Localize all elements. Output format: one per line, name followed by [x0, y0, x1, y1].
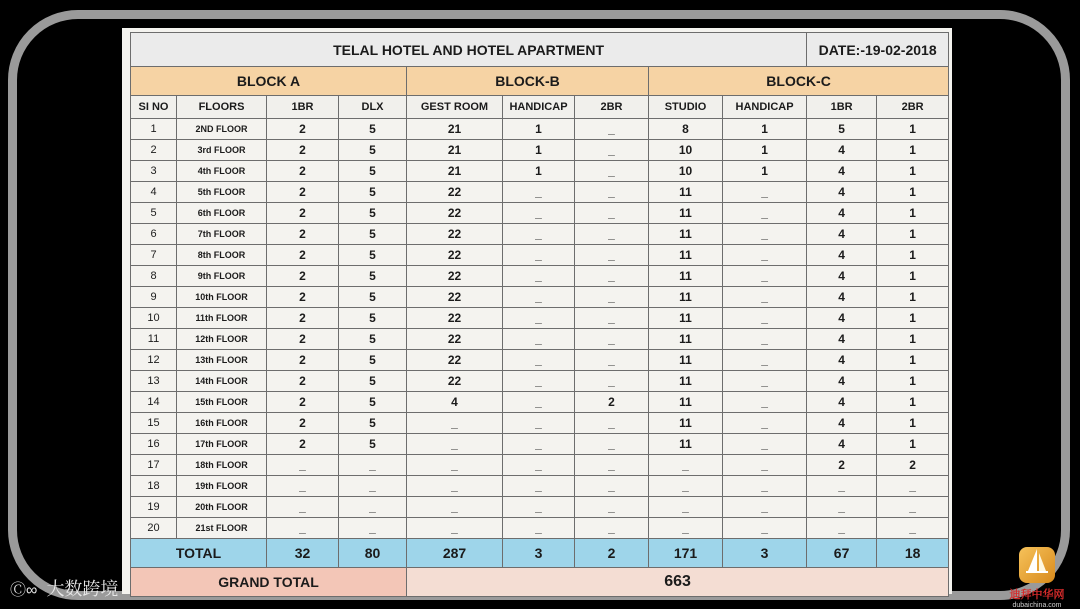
- floor-name: 12th FLOOR: [177, 329, 267, 350]
- table-cell: 1: [877, 203, 949, 224]
- floor-name: 19th FLOOR: [177, 476, 267, 497]
- table-cell: 5: [339, 413, 407, 434]
- grand-total-label: GRAND TOTAL: [131, 568, 407, 597]
- table-cell: _: [575, 203, 649, 224]
- table-row: [131, 266, 949, 287]
- table-cell: _: [407, 434, 503, 455]
- table-cell: 22: [407, 287, 503, 308]
- row-number: 13: [131, 371, 177, 392]
- table-cell: _: [575, 434, 649, 455]
- table-cell: _: [407, 518, 503, 539]
- table-cell: 2: [267, 329, 339, 350]
- table-row: [131, 329, 949, 350]
- table-cell: 5: [339, 203, 407, 224]
- column-header: STUDIO: [649, 96, 723, 119]
- table-cell: 4: [807, 224, 877, 245]
- floor-name: 17th FLOOR: [177, 434, 267, 455]
- table-cell: 2: [877, 455, 949, 476]
- row-number: 7: [131, 245, 177, 266]
- total-row: [131, 539, 949, 568]
- total-cell: 32: [267, 539, 339, 568]
- table-cell: 22: [407, 329, 503, 350]
- floor-name: 15th FLOOR: [177, 392, 267, 413]
- table-cell: 5: [339, 308, 407, 329]
- table-cell: 5: [339, 224, 407, 245]
- table-cell: 11: [649, 203, 723, 224]
- floor-name: 6th FLOOR: [177, 203, 267, 224]
- table-row: [131, 350, 949, 371]
- table-row: [131, 455, 949, 476]
- table-cell: _: [503, 203, 575, 224]
- table-cell: 1: [723, 161, 807, 182]
- block-c-header: BLOCK-C: [649, 67, 949, 96]
- table-cell: 21: [407, 119, 503, 140]
- table-cell: 5: [339, 371, 407, 392]
- table-cell: _: [503, 434, 575, 455]
- table-row: [131, 119, 949, 140]
- table-cell: _: [339, 476, 407, 497]
- floor-name: 14th FLOOR: [177, 371, 267, 392]
- table-cell: _: [723, 455, 807, 476]
- table-cell: 1: [503, 140, 575, 161]
- table-cell: _: [723, 392, 807, 413]
- table-cell: 1: [877, 371, 949, 392]
- table-row: [131, 518, 949, 539]
- total-cell: 18: [877, 539, 949, 568]
- table-cell: _: [575, 224, 649, 245]
- table-cell: 1: [877, 329, 949, 350]
- table-cell: _: [575, 182, 649, 203]
- table-cell: 1: [877, 182, 949, 203]
- document-title: TELAL HOTEL AND HOTEL APARTMENT: [131, 33, 807, 67]
- table-cell: 11: [649, 308, 723, 329]
- table-cell: 5: [339, 287, 407, 308]
- table-cell: _: [339, 497, 407, 518]
- table-cell: 4: [807, 329, 877, 350]
- table-row: [131, 371, 949, 392]
- row-number: 1: [131, 119, 177, 140]
- row-number: 8: [131, 266, 177, 287]
- table-cell: 1: [877, 161, 949, 182]
- total-cell: 67: [807, 539, 877, 568]
- table-cell: 5: [339, 392, 407, 413]
- table-cell: 2: [267, 287, 339, 308]
- block-b-header: BLOCK-B: [407, 67, 649, 96]
- table-cell: _: [503, 497, 575, 518]
- grand-total-row: [131, 568, 949, 597]
- table-cell: 11: [649, 245, 723, 266]
- table-cell: 4: [807, 434, 877, 455]
- watermark-chinese-name: 迪拜中华网: [1009, 589, 1065, 601]
- column-header: 1BR: [807, 96, 877, 119]
- table-cell: 21: [407, 161, 503, 182]
- table-cell: _: [575, 329, 649, 350]
- table-cell: 1: [877, 350, 949, 371]
- table-cell: _: [807, 518, 877, 539]
- table-cell: 22: [407, 245, 503, 266]
- table-cell: 2: [267, 413, 339, 434]
- table-cell: 1: [877, 266, 949, 287]
- table-cell: 21: [407, 140, 503, 161]
- row-number: 14: [131, 392, 177, 413]
- table-cell: 2: [267, 224, 339, 245]
- table-cell: 1: [877, 308, 949, 329]
- table-cell: 5: [339, 119, 407, 140]
- table-cell: 2: [267, 245, 339, 266]
- total-cell: 171: [649, 539, 723, 568]
- table-cell: 1: [877, 392, 949, 413]
- table-cell: 1: [877, 413, 949, 434]
- table-cell: 4: [807, 182, 877, 203]
- table-cell: _: [503, 371, 575, 392]
- row-number: 17: [131, 455, 177, 476]
- table-cell: _: [407, 476, 503, 497]
- table-row: [131, 203, 949, 224]
- table-cell: _: [575, 308, 649, 329]
- row-number: 10: [131, 308, 177, 329]
- table-cell: 22: [407, 203, 503, 224]
- table-cell: _: [723, 308, 807, 329]
- row-number: 3: [131, 161, 177, 182]
- table-cell: 2: [267, 434, 339, 455]
- table-cell: 2: [267, 119, 339, 140]
- table-cell: _: [267, 497, 339, 518]
- watermark-left: [10, 575, 118, 601]
- table-cell: 2: [267, 266, 339, 287]
- table-cell: _: [723, 203, 807, 224]
- table-cell: 11: [649, 434, 723, 455]
- row-number: 5: [131, 203, 177, 224]
- column-header: FLOORS: [177, 96, 267, 119]
- table-cell: _: [723, 350, 807, 371]
- total-cell: 3: [723, 539, 807, 568]
- table-cell: 5: [339, 245, 407, 266]
- table-cell: 5: [339, 182, 407, 203]
- total-cell: 2: [575, 539, 649, 568]
- table-cell: _: [503, 287, 575, 308]
- column-header: HANDICAP: [723, 96, 807, 119]
- floor-name: 11th FLOOR: [177, 308, 267, 329]
- column-header: 1BR: [267, 96, 339, 119]
- table-cell: 4: [807, 203, 877, 224]
- table-cell: 2: [267, 161, 339, 182]
- table-row: [131, 182, 949, 203]
- table-cell: 11: [649, 266, 723, 287]
- row-number: 15: [131, 413, 177, 434]
- table-cell: _: [723, 245, 807, 266]
- room-inventory-table: [130, 32, 949, 597]
- table-cell: 10: [649, 161, 723, 182]
- table-cell: _: [575, 140, 649, 161]
- row-number: 2: [131, 140, 177, 161]
- table-cell: 10: [649, 140, 723, 161]
- table-cell: 2: [267, 308, 339, 329]
- column-header: 2BR: [575, 96, 649, 119]
- table-row: [131, 434, 949, 455]
- table-row: [131, 392, 949, 413]
- table-cell: 5: [339, 350, 407, 371]
- column-header: 2BR: [877, 96, 949, 119]
- row-number: 9: [131, 287, 177, 308]
- row-number: 4: [131, 182, 177, 203]
- table-cell: _: [503, 413, 575, 434]
- floor-name: 3rd FLOOR: [177, 140, 267, 161]
- table-row: [131, 224, 949, 245]
- table-cell: _: [407, 413, 503, 434]
- table-cell: 11: [649, 287, 723, 308]
- table-cell: _: [649, 518, 723, 539]
- table-cell: 5: [339, 161, 407, 182]
- table-cell: _: [723, 329, 807, 350]
- watermark-logo: [1008, 543, 1066, 609]
- table-cell: 4: [807, 245, 877, 266]
- table-cell: 22: [407, 224, 503, 245]
- table-cell: 11: [649, 224, 723, 245]
- floor-name: 9th FLOOR: [177, 266, 267, 287]
- row-number: 18: [131, 476, 177, 497]
- table-cell: 4: [807, 161, 877, 182]
- table-cell: _: [503, 182, 575, 203]
- table-cell: 4: [807, 371, 877, 392]
- table-cell: 4: [807, 350, 877, 371]
- table-cell: _: [807, 476, 877, 497]
- table-cell: _: [503, 245, 575, 266]
- floor-name: 18th FLOOR: [177, 455, 267, 476]
- table-cell: _: [575, 266, 649, 287]
- table-cell: 5: [339, 140, 407, 161]
- column-header: HANDICAP: [503, 96, 575, 119]
- table-cell: 2: [267, 140, 339, 161]
- table-row: [131, 287, 949, 308]
- table-cell: _: [723, 371, 807, 392]
- table-cell: 4: [807, 266, 877, 287]
- table-cell: 2: [267, 350, 339, 371]
- table-cell: _: [407, 455, 503, 476]
- table-cell: 2: [267, 203, 339, 224]
- table-cell: 5: [339, 329, 407, 350]
- table-cell: _: [575, 287, 649, 308]
- table-cell: 11: [649, 413, 723, 434]
- table-cell: 1: [503, 161, 575, 182]
- table-cell: 4: [807, 308, 877, 329]
- table-cell: 1: [877, 287, 949, 308]
- table-cell: 1: [877, 434, 949, 455]
- table-cell: _: [723, 224, 807, 245]
- table-cell: _: [503, 266, 575, 287]
- table-cell: _: [503, 392, 575, 413]
- table-cell: 22: [407, 266, 503, 287]
- table-cell: _: [807, 497, 877, 518]
- table-cell: _: [575, 371, 649, 392]
- table-cell: _: [503, 476, 575, 497]
- watermark-symbol: Ⓒ∞: [10, 582, 38, 599]
- row-number: 11: [131, 329, 177, 350]
- table-cell: 1: [877, 119, 949, 140]
- row-number: 6: [131, 224, 177, 245]
- table-cell: _: [267, 455, 339, 476]
- table-cell: 2: [807, 455, 877, 476]
- table-cell: 11: [649, 350, 723, 371]
- table-cell: _: [503, 518, 575, 539]
- floor-name: 20th FLOOR: [177, 497, 267, 518]
- table-row: [131, 413, 949, 434]
- table-cell: _: [723, 434, 807, 455]
- table-cell: 2: [267, 182, 339, 203]
- table-cell: _: [877, 476, 949, 497]
- table-cell: 22: [407, 308, 503, 329]
- table-cell: _: [575, 245, 649, 266]
- column-header: SI NO: [131, 96, 177, 119]
- floor-name: 21st FLOOR: [177, 518, 267, 539]
- table-cell: 8: [649, 119, 723, 140]
- table-cell: 1: [877, 245, 949, 266]
- table-cell: _: [267, 476, 339, 497]
- table-cell: 1: [877, 140, 949, 161]
- total-label: TOTAL: [131, 539, 267, 568]
- table-cell: 11: [649, 182, 723, 203]
- table-cell: _: [723, 518, 807, 539]
- table-cell: 4: [807, 413, 877, 434]
- floor-name: 16th FLOOR: [177, 413, 267, 434]
- floor-name: 10th FLOOR: [177, 287, 267, 308]
- table-cell: 11: [649, 392, 723, 413]
- table-cell: 1: [503, 119, 575, 140]
- table-cell: 1: [723, 140, 807, 161]
- table-cell: 22: [407, 371, 503, 392]
- table-cell: _: [575, 497, 649, 518]
- table-cell: 5: [807, 119, 877, 140]
- table-cell: _: [877, 497, 949, 518]
- table-cell: 2: [267, 392, 339, 413]
- column-header-row: [131, 96, 949, 119]
- table-cell: _: [575, 518, 649, 539]
- table-cell: 4: [407, 392, 503, 413]
- table-row: [131, 476, 949, 497]
- table-cell: _: [267, 518, 339, 539]
- document-date: DATE:-19-02-2018: [807, 33, 949, 67]
- watermark-url: dubaichina.com: [1012, 602, 1062, 609]
- table-cell: _: [723, 182, 807, 203]
- floor-name: 4th FLOOR: [177, 161, 267, 182]
- table-cell: _: [575, 413, 649, 434]
- table-cell: _: [575, 161, 649, 182]
- total-cell: 80: [339, 539, 407, 568]
- table-cell: 22: [407, 350, 503, 371]
- floor-name: 5th FLOOR: [177, 182, 267, 203]
- table-cell: _: [503, 350, 575, 371]
- table-cell: _: [723, 413, 807, 434]
- table-cell: _: [339, 518, 407, 539]
- table-row: [131, 308, 949, 329]
- sail-logo-icon: [1019, 547, 1055, 583]
- table-cell: _: [575, 455, 649, 476]
- table-cell: _: [649, 497, 723, 518]
- table-row: [131, 140, 949, 161]
- table-cell: 5: [339, 434, 407, 455]
- row-number: 12: [131, 350, 177, 371]
- table-cell: _: [503, 455, 575, 476]
- total-cell: 287: [407, 539, 503, 568]
- table-cell: _: [723, 287, 807, 308]
- table-cell: 1: [877, 224, 949, 245]
- block-a-header: BLOCK A: [131, 67, 407, 96]
- table-cell: _: [503, 308, 575, 329]
- table-cell: 5: [339, 266, 407, 287]
- table-cell: 2: [575, 392, 649, 413]
- floor-name: 8th FLOOR: [177, 245, 267, 266]
- table-cell: 11: [649, 329, 723, 350]
- table-cell: 2: [267, 371, 339, 392]
- table-cell: 1: [723, 119, 807, 140]
- table-row: [131, 245, 949, 266]
- table-cell: _: [575, 476, 649, 497]
- column-header: GEST ROOM: [407, 96, 503, 119]
- table-cell: 4: [807, 392, 877, 413]
- table-cell: _: [723, 476, 807, 497]
- table-row: [131, 497, 949, 518]
- floor-name: 2ND FLOOR: [177, 119, 267, 140]
- table-cell: _: [649, 476, 723, 497]
- table-cell: _: [503, 329, 575, 350]
- table-cell: _: [575, 350, 649, 371]
- table-row: [131, 161, 949, 182]
- table-cell: 4: [807, 140, 877, 161]
- table-cell: _: [877, 518, 949, 539]
- table-cell: _: [575, 119, 649, 140]
- table-cell: _: [503, 224, 575, 245]
- watermark-text: 大数跨境: [46, 579, 119, 599]
- row-number: 19: [131, 497, 177, 518]
- floor-name: 13th FLOOR: [177, 350, 267, 371]
- table-cell: _: [407, 497, 503, 518]
- total-cell: 3: [503, 539, 575, 568]
- floor-name: 7th FLOOR: [177, 224, 267, 245]
- table-cell: _: [649, 455, 723, 476]
- table-cell: 4: [807, 287, 877, 308]
- grand-total-value: 663: [407, 568, 949, 597]
- table-cell: _: [339, 455, 407, 476]
- table-cell: 22: [407, 182, 503, 203]
- table-cell: 11: [649, 371, 723, 392]
- row-number: 20: [131, 518, 177, 539]
- row-number: 16: [131, 434, 177, 455]
- column-header: DLX: [339, 96, 407, 119]
- table-cell: _: [723, 497, 807, 518]
- table-cell: _: [723, 266, 807, 287]
